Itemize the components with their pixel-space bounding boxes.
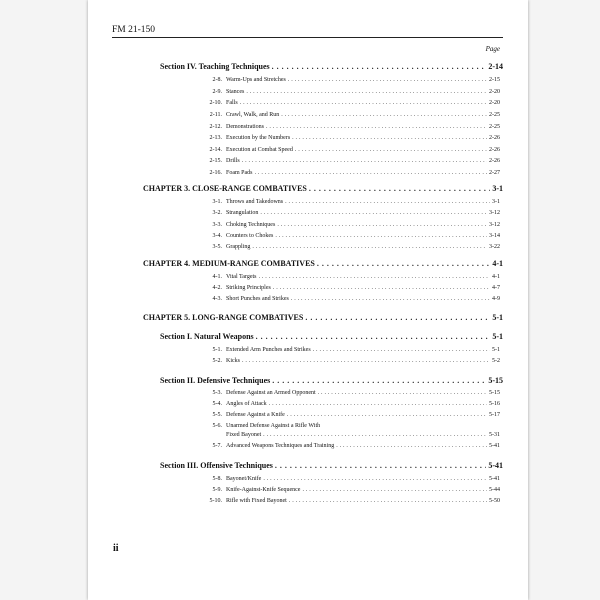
toc-entry-title: Kicks (226, 358, 240, 364)
toc-entry-page: 3-22 (489, 244, 500, 250)
toc-entry-page: 2-15 (489, 77, 500, 83)
dot-leader (285, 199, 490, 205)
toc-entry-title: Bayonet/Knife (226, 476, 262, 482)
toc-entry-page: 5-16 (489, 401, 500, 407)
toc-section-heading (160, 62, 503, 71)
toc-entry-page: 2-25 (489, 112, 500, 118)
toc-entry-page: 2-20 (489, 100, 500, 106)
toc-entry-title: Rifle with Fixed Bayonet (226, 498, 287, 504)
toc-heading-title: CHAPTER 4. MEDIUM-RANGE COMBATIVES (143, 259, 315, 268)
dot-leader (281, 112, 487, 118)
toc-entry (201, 100, 500, 106)
toc-entry (201, 158, 500, 164)
toc-entry-title: Vital Targets (226, 274, 257, 280)
toc-chapter-heading (143, 259, 503, 268)
dot-leader (242, 358, 490, 364)
toc-entry-number: 5-5. (212, 412, 222, 418)
toc-entry (201, 358, 500, 364)
dot-leader (240, 100, 487, 106)
toc-entry-title: Advanced Weapons Techniques and Training (226, 443, 335, 449)
toc-entry-title: Defense Against a Knife (226, 412, 285, 418)
toc-entry (201, 124, 500, 130)
toc-entry-number: 5-7. (212, 443, 222, 449)
toc-entry-number: 2-16. (209, 170, 222, 176)
toc-heading-title: CHAPTER 3. CLOSE-RANGE COMBATIVES (143, 184, 307, 193)
dot-leader (295, 147, 487, 153)
toc-entry-title: Angles of Attack (226, 401, 267, 407)
toc-heading-page: 2-14 (488, 62, 503, 71)
toc-entry (201, 423, 500, 429)
toc-entry-title: Execution by the Numbers (226, 135, 291, 141)
toc-entry-continuation (226, 432, 500, 438)
toc-entry-number: 3-3. (212, 222, 222, 228)
toc-entry-page: 5-1 (492, 347, 500, 353)
dot-leader (259, 274, 491, 280)
toc-entry (201, 476, 500, 482)
toc-entry-title: Strangulation (226, 210, 259, 216)
header-rule (112, 37, 503, 38)
toc-entry-title: Knife-Against-Knife Sequence (226, 487, 301, 493)
page-number: ii (113, 543, 119, 554)
toc-entry-title: Defense Against an Armed Opponent (226, 390, 316, 396)
toc-entry-page: 2-20 (489, 89, 500, 95)
toc-entry-page: 4-9 (492, 296, 500, 302)
toc-entry (201, 135, 500, 141)
toc-entry-number: 2-14. (209, 147, 222, 153)
toc-entry-page: 5-41 (489, 476, 500, 482)
toc-entry-number: 4-2. (212, 285, 222, 291)
toc-entry-title: Throws and Takedowns (226, 199, 284, 205)
toc-entry (201, 487, 500, 493)
toc-entry-number: 2-13. (209, 135, 222, 141)
toc-heading-page: 5-41 (488, 461, 503, 470)
toc-entry (201, 390, 500, 396)
dot-leader (273, 285, 490, 291)
dot-leader (256, 332, 491, 341)
dot-leader (252, 244, 487, 250)
toc-entry (201, 285, 500, 291)
toc-entry-number: 5-4. (212, 401, 222, 407)
toc-entry-number: 5-8. (212, 476, 222, 482)
toc-entry (201, 112, 500, 118)
dot-leader (289, 498, 487, 504)
toc-entry-page: 5-2 (492, 358, 500, 364)
toc-entry (201, 222, 500, 228)
toc-entry (201, 498, 500, 504)
dot-leader (309, 184, 490, 193)
document-header: FM 21-150 (112, 25, 156, 35)
toc-entry-page: 2-26 (489, 135, 500, 141)
toc-entry (201, 443, 500, 449)
toc-entry-title: Foam Pads (226, 170, 253, 176)
toc-entry-number: 5-10. (209, 498, 222, 504)
toc-entry-number: 2-10. (209, 100, 222, 106)
dot-leader (313, 347, 490, 353)
toc-entry-page: 2-27 (489, 170, 500, 176)
toc-entry-number: 2-12. (209, 124, 222, 130)
dot-leader (275, 461, 486, 470)
toc-entry (201, 244, 500, 250)
toc-entry-number: 5-9. (212, 487, 222, 493)
toc-entry-number: 3-1. (212, 199, 222, 205)
dot-leader (246, 89, 487, 95)
toc-entry-title: Falls (226, 100, 238, 106)
toc-entry (201, 210, 500, 216)
dot-leader (318, 390, 487, 396)
dot-leader (275, 233, 487, 239)
toc-heading-title: CHAPTER 5. LONG-RANGE COMBATIVES (143, 313, 304, 322)
toc-heading-page: 4-1 (492, 259, 503, 268)
toc-entry-number: 3-5. (212, 244, 222, 250)
page-column-label: Page (485, 45, 500, 53)
toc-entry-number: 2-9. (212, 89, 222, 95)
toc-entry-page: 5-17 (489, 412, 500, 418)
toc-entry-number: 2-8. (212, 77, 222, 83)
toc-entry (201, 274, 500, 280)
toc-section-heading (160, 461, 503, 470)
toc-entry-title: Counters to Chokes (226, 233, 274, 239)
toc-entry (201, 170, 500, 176)
toc-entry (201, 401, 500, 407)
toc-entry-number: 4-1. (212, 274, 222, 280)
toc-entry-number: 5-1. (212, 347, 222, 353)
dot-leader (263, 476, 487, 482)
toc-entry-number: 5-2. (212, 358, 222, 364)
toc-entry-title: Crawl, Walk, and Run (226, 112, 280, 118)
dot-leader (272, 376, 486, 385)
toc-entry (201, 412, 500, 418)
toc-heading-title: Section II. Defensive Techniques (160, 376, 271, 385)
toc-heading-title: Section III. Offensive Techniques (160, 461, 273, 470)
toc-entry-title: Stances (226, 89, 245, 95)
toc-entry (201, 199, 500, 205)
toc-entry-title: Demonstrations (226, 124, 264, 130)
dot-leader (305, 313, 490, 322)
toc-entry-page: 5-31 (489, 432, 500, 438)
toc-entry-number: 3-4. (212, 233, 222, 239)
toc-heading-title: Section IV. Teaching Techniques (160, 62, 270, 71)
toc-entry-title: Striking Principles (226, 285, 271, 291)
toc-entry-number: 5-3. (212, 390, 222, 396)
toc-entry-title: Grappling (226, 244, 251, 250)
toc-entry-page: 5-50 (489, 498, 500, 504)
toc-entry-title: Execution at Combat Speed (226, 147, 293, 153)
toc-entry-page: 2-26 (489, 147, 500, 153)
dot-leader (287, 412, 487, 418)
toc-entry-page: 4-7 (492, 285, 500, 291)
toc-entry-title: Short Punches and Strikes (226, 296, 289, 302)
dot-leader (317, 259, 490, 268)
dot-leader (266, 124, 487, 130)
toc-entry (201, 89, 500, 95)
toc-entry-title: Choking Techniques (226, 222, 276, 228)
toc-heading-page: 5-1 (492, 313, 503, 322)
dot-leader (272, 62, 487, 71)
toc-heading-title: Section I. Natural Weapons (160, 332, 254, 341)
toc-entry-page: 5-41 (489, 443, 500, 449)
toc-entry-title: Warm-Ups and Stretches (226, 77, 286, 83)
dot-leader (277, 222, 487, 228)
toc-heading-page: 5-1 (492, 332, 503, 341)
toc-entry-page: 5-15 (489, 390, 500, 396)
toc-entry-page: 5-44 (489, 487, 500, 493)
toc-entry-number: 3-2. (212, 210, 222, 216)
toc-heading-page: 3-1 (492, 184, 503, 193)
toc-entry (201, 77, 500, 83)
toc-entry-number: 2-11. (209, 112, 222, 118)
toc-entry-page: 3-12 (489, 222, 500, 228)
toc-entry-page: 2-26 (489, 158, 500, 164)
dot-leader (336, 443, 487, 449)
toc-entry-page: 3-1 (492, 199, 500, 205)
dot-leader (260, 210, 487, 216)
toc-heading-page: 5-15 (488, 376, 503, 385)
toc-entry-number: 2-15. (209, 158, 222, 164)
dot-leader (302, 487, 487, 493)
toc-entry-title: Unarmed Defense Against a Rifle With (226, 423, 321, 429)
dot-leader (269, 401, 487, 407)
toc-entry (201, 233, 500, 239)
toc-entry-number: 4-3. (212, 296, 222, 302)
dot-leader (242, 158, 487, 164)
toc-entry-title: Fixed Bayonet (226, 432, 262, 438)
toc-entry-page: 3-14 (489, 233, 500, 239)
toc-entry-page: 2-25 (489, 124, 500, 130)
toc-entry-number: 5-6. (212, 423, 222, 429)
dot-leader (292, 135, 487, 141)
toc-entry-title: Extended Arm Punches and Strikes (226, 347, 311, 353)
toc-chapter-heading (143, 184, 503, 193)
toc-chapter-heading (143, 313, 503, 322)
dot-leader (255, 170, 487, 176)
dot-leader (288, 77, 487, 83)
dot-leader (263, 432, 487, 438)
toc-entry-title: Drills (226, 158, 240, 164)
toc-entry (201, 147, 500, 153)
toc-entry-page: 4-1 (492, 274, 500, 280)
toc-entry-page: 3-12 (489, 210, 500, 216)
toc-entry (201, 296, 500, 302)
dot-leader (291, 296, 490, 302)
toc-section-heading (160, 332, 503, 341)
document-page (88, 0, 528, 600)
toc-entry (201, 347, 500, 353)
toc-section-heading (160, 376, 503, 385)
